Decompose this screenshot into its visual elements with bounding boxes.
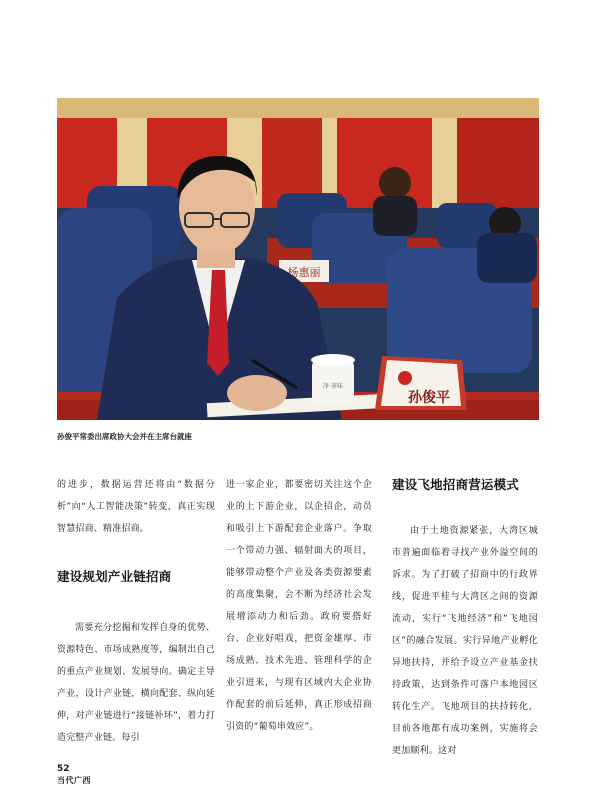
cup-text: 净·茶味	[323, 383, 343, 390]
emblem-icon	[398, 371, 412, 385]
text-column-1	[57, 474, 215, 749]
conference-photo	[57, 98, 539, 420]
section-heading: 建设规划产业链招商	[57, 569, 172, 584]
photo-caption: 孙俊平常委出席政协大会并在主席台就座	[57, 432, 192, 441]
paragraph: 由于土地资源紧张，大湾区城市普遍面临着寻找产业外溢空间的诉求。为了打破了招商中的行政界线，促进平桂与大湾区之间的资源流动，实行“飞地经济”和“飞地园区”的融合发展。实行异地产业孵化异地扶持，并给予设立产业基金扶持政策，达到条件可落户本地园区转化生产。飞地项目的扶持转化，目前各地都有成功案例，实施将会更加顺利。这对	[392, 526, 538, 756]
front-nameplate-text: 孙俊平	[408, 390, 450, 406]
text-column-2	[226, 474, 372, 738]
magazine-logo: 当代广西	[57, 775, 91, 785]
section-heading: 建设飞地招商营运模式	[392, 477, 520, 492]
back-nameplate-text: 杨惠丽	[287, 266, 321, 279]
paragraph: 需要充分挖掘和发挥自身的优势、资源特色、市场成熟度等，编制出自己的重点产业规划、发展导向。确定主导产业，设计产业链，横向配套、纵向延伸，对产业链进行“接链补环”，着力打造完整产业链。每引	[57, 623, 215, 743]
paragraph: 进一家企业，都要密切关注这个企业的上下游企业，以企招企，动员和吸引上下游配套企业落户。争取一个带动力强、辐射面大的项目，能够带动整个产业及各类资源要素的高度集聚，会不断为经济社会发展增添动力和后劲。政府要搭好台、企业好唱戏，把资金雄厚、市场成熟、技术先进、管理科学的企业引进来，与现有区域内大企业协作配套的前后延伸，真正形成招商引资的“葡萄串效应”。	[226, 480, 372, 732]
paragraph: 的进步，数据运营还将由“数据分析”向“人工智能决策”转变，真正实现智慧招商、精准招商。	[57, 480, 215, 534]
text-column-3	[392, 474, 538, 762]
page-number: 52	[57, 764, 70, 774]
hands	[227, 375, 287, 411]
photo-illustration	[57, 98, 539, 420]
